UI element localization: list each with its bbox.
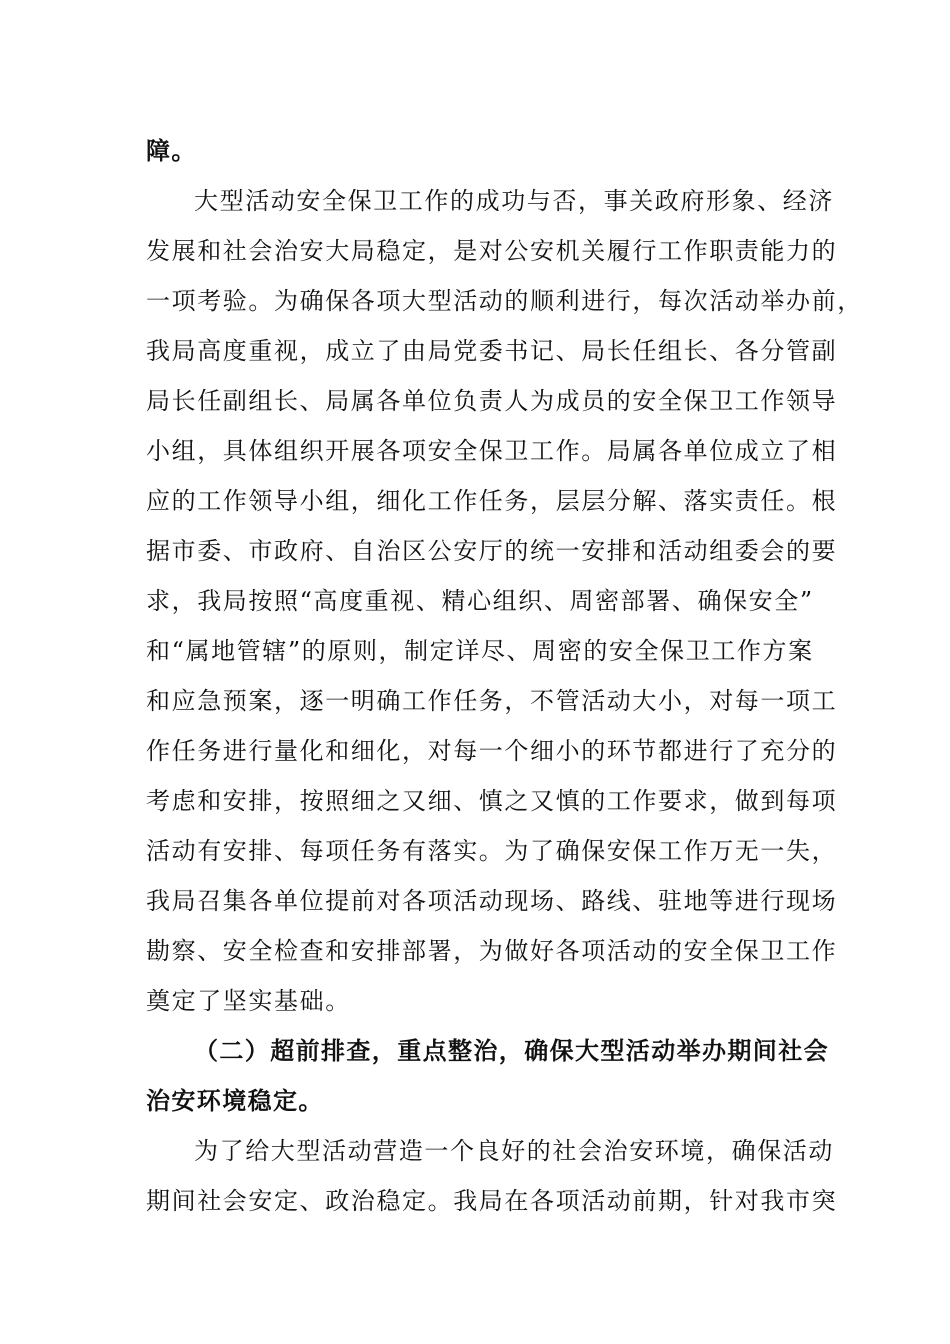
text-line: 我局召集各单位提前对各项活动现场、路线、驻地等进行现场 — [146, 887, 838, 915]
text-line: 局长任副组长、局属各单位负责人为成员的安全保卫工作领导 — [146, 387, 838, 415]
text-line: 求，我局按照“高度重视、精心组织、周密部署、确保安全” — [146, 587, 814, 615]
section-heading-continued: 治安环境稳定。 — [146, 1087, 324, 1115]
text-line: 作任务进行量化和细化，对每一个细小的环节都进行了充分的 — [146, 737, 838, 765]
text-line: 应的工作领导小组，细化工作任务，层层分解、落实责任。根 — [146, 487, 838, 515]
text-line: 一项考验。为确保各项大型活动的顺利进行，每次活动举办前， — [146, 287, 863, 315]
section-heading: （二）超前排查，重点整治，确保大型活动举办期间社会 — [194, 1037, 829, 1065]
text-line: 和应急预案，逐一明确工作任务，不管活动大小，对每一项工 — [146, 687, 838, 715]
text-line: 奠定了坚实基础。 — [146, 987, 351, 1015]
text-line: 我局高度重视，成立了由局党委书记、局长任组长、各分管副 — [146, 337, 838, 365]
text-line: 小组，具体组织开展各项安全保卫工作。局属各单位成立了相 — [146, 437, 838, 465]
text-line: 期间社会安定、政治稳定。我局在各项活动前期，针对我市突 — [146, 1187, 838, 1215]
text-line: 发展和社会治安大局稳定，是对公安机关履行工作职责能力的 — [146, 237, 838, 265]
text-line: 勘察、安全检查和安排部署，为做好各项活动的安全保卫工作 — [146, 937, 838, 965]
text-line: 据市委、市政府、自治区公安厅的统一安排和活动组委会的要 — [146, 537, 838, 565]
text-line: 考虑和安排，按照细之又细、慎之又慎的工作要求，做到每项 — [146, 787, 838, 815]
text-line: 和“属地管辖”的原则，制定详尽、周密的安全保卫工作方案 — [146, 637, 814, 665]
text-line-bold: 障。 — [146, 137, 197, 165]
text-line: 活动有安排、每项任务有落实。为了确保安保工作万无一失， — [146, 837, 838, 865]
paragraph-first-line: 大型活动安全保卫工作的成功与否，事关政府形象、经济 — [194, 187, 834, 215]
paragraph-first-line: 为了给大型活动营造一个良好的社会治安环境，确保活动 — [194, 1137, 834, 1165]
